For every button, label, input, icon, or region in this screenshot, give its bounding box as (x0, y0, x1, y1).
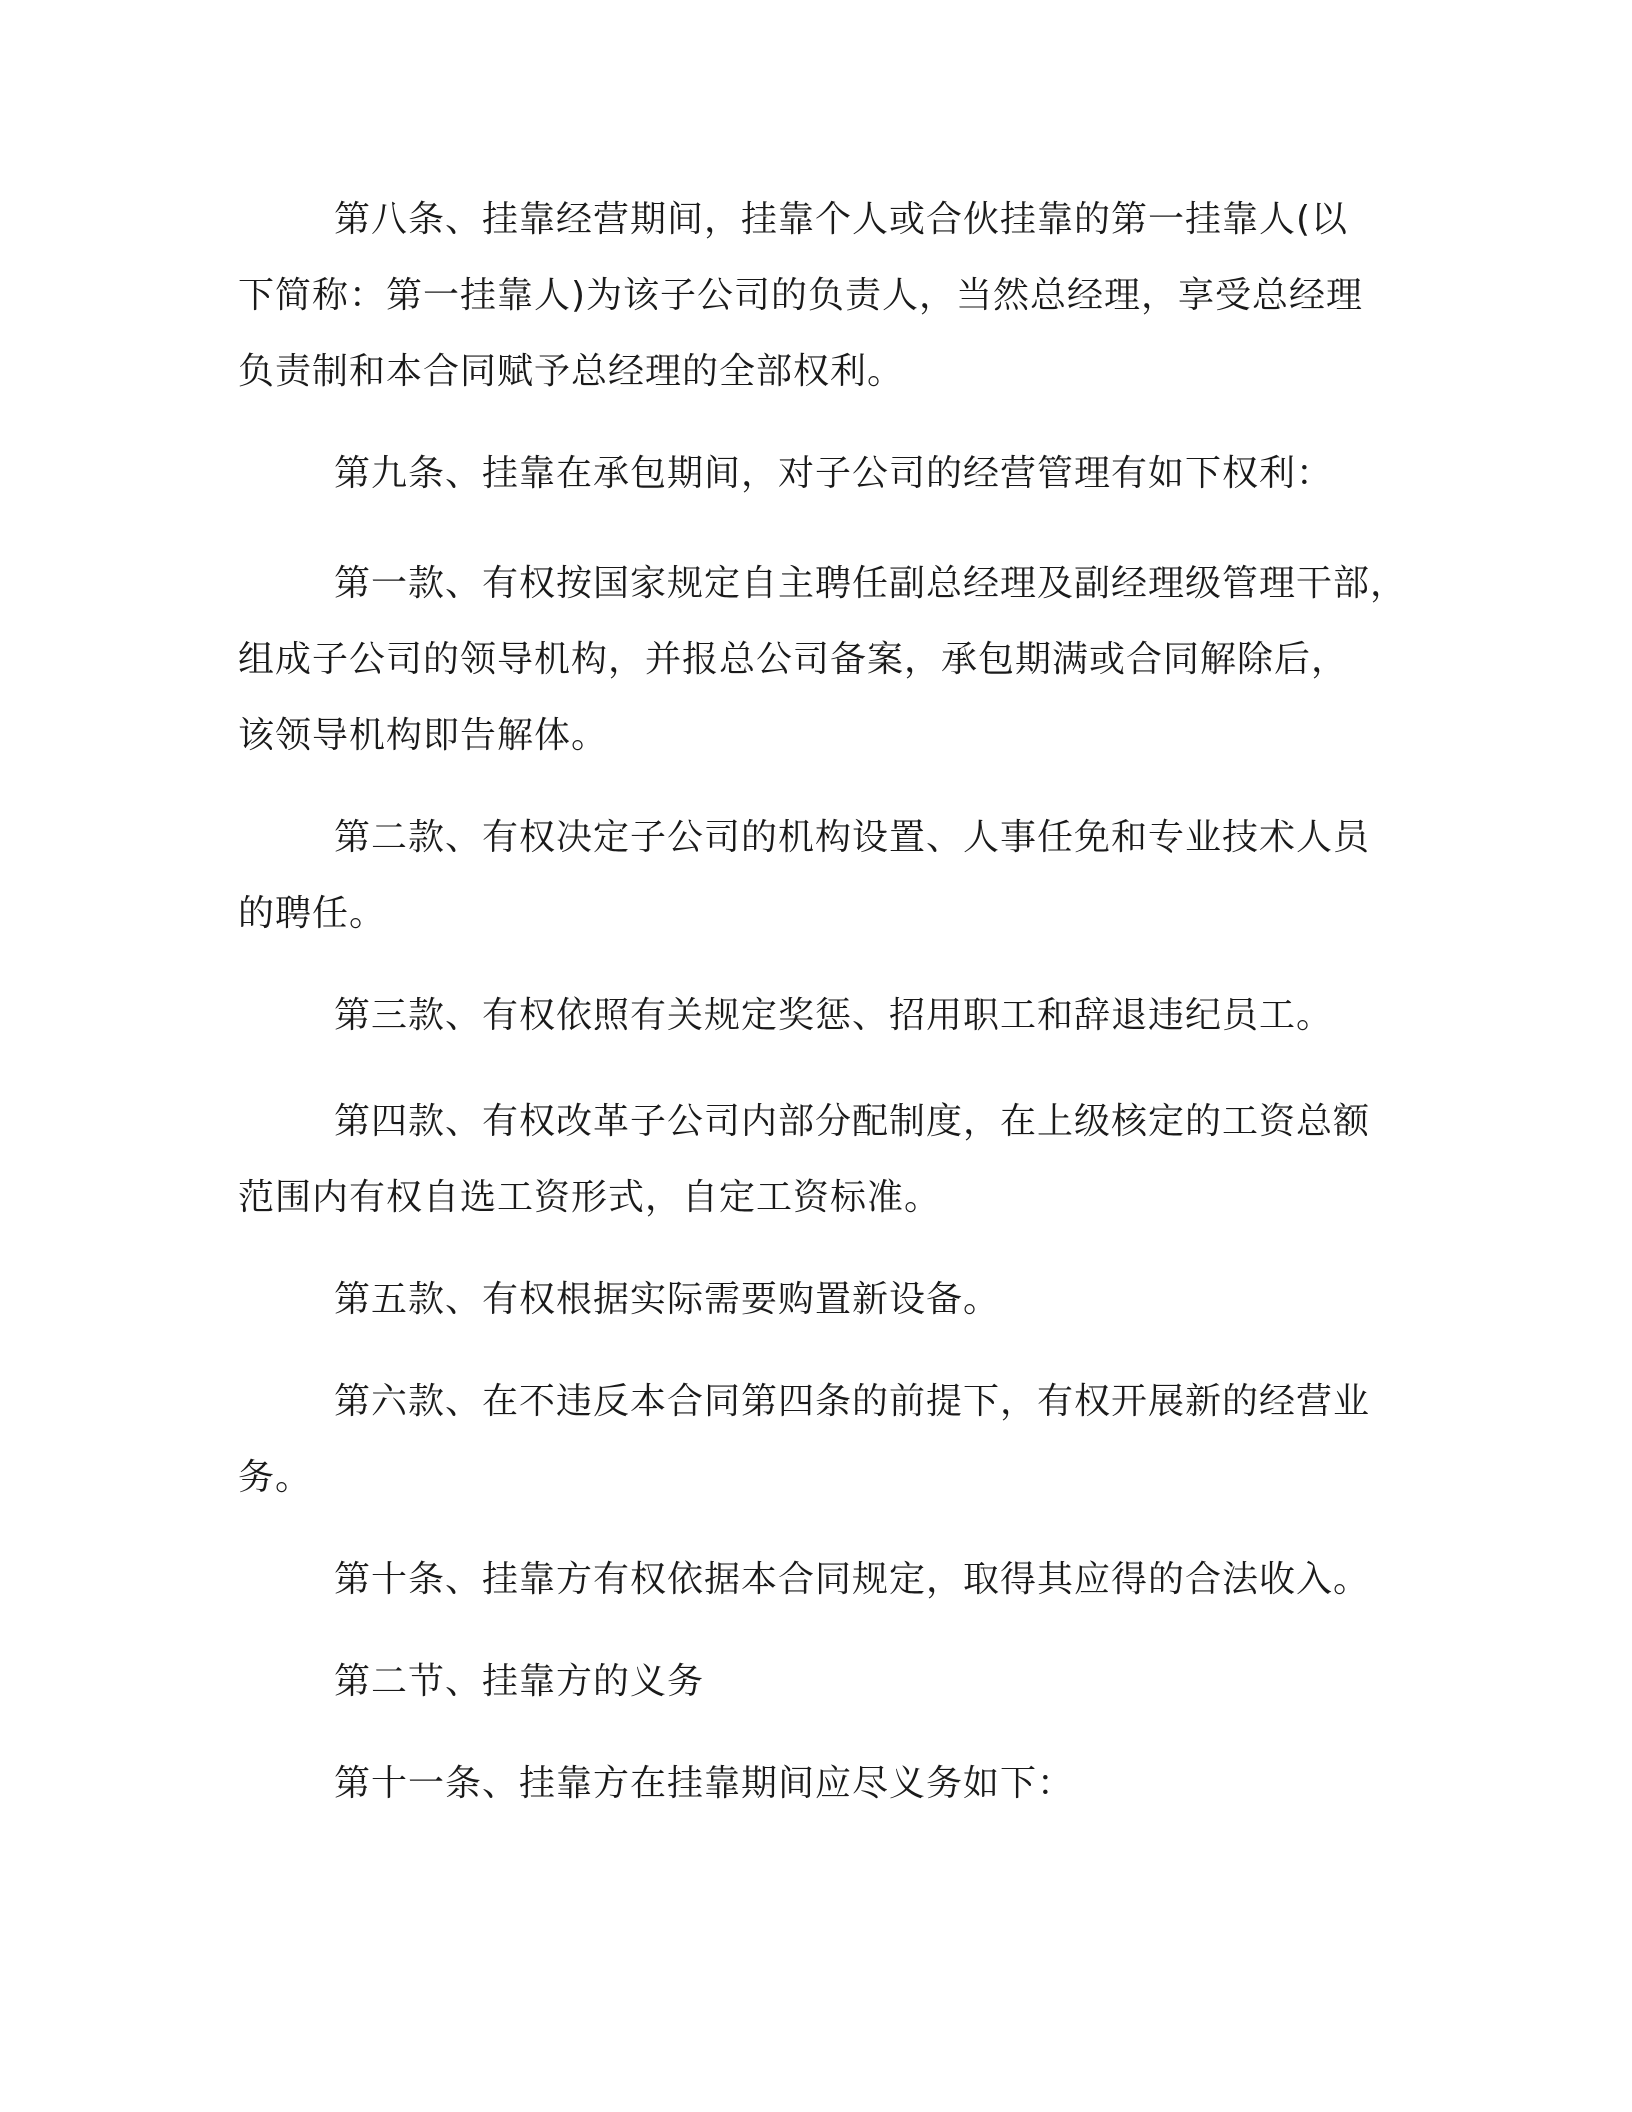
clause-1-paragraph: 第一款、有权按国家规定自主聘任副总经理及副经理级管理干部， 组成子公司的领导机构，并报总公司备案，承包期满或合同解除后， 该领导机构即告解体。 (238, 563, 1408, 756)
clause-5-paragraph: 第五款、有权根据实际需要购置新设备。 (334, 1279, 1001, 1320)
article-9-paragraph: 第九条、挂靠在承包期间，对子公司的经营管理有如下权利： (334, 453, 1334, 494)
clause-6-paragraph: 第六款、在不违反本合同第四条的前提下，有权开展新的经营业 务。 (238, 1381, 1371, 1498)
article-10-paragraph: 第十条、挂靠方有权依据本合同规定，取得其应得的合法收入。 (334, 1559, 1371, 1600)
clause-4-paragraph: 第四款、有权改革子公司内部分配制度，在上级核定的工资总额 范围内有权自选工资形式，自定工资标准。 (238, 1101, 1371, 1218)
clause-3-paragraph: 第三款、有权依照有关规定奖惩、招用职工和辞退违纪员工。 (334, 995, 1334, 1036)
section-2-heading: 第二节、挂靠方的义务 (334, 1661, 705, 1702)
clause-2-paragraph: 第二款、有权决定子公司的机构设置、人事任免和专业技术人员 的聘任。 (238, 817, 1371, 934)
article-11-paragraph: 第十一条、挂靠方在挂靠期间应尽义务如下： (334, 1763, 1075, 1804)
article-8-paragraph: 第八条、挂靠经营期间，挂靠个人或合伙挂靠的第一挂靠人(以 下简称：第一挂靠人)为该子公司的负责人，当然总经理，享受总经理 负责制和本合同赋予总经理的全部权利。 (238, 199, 1364, 392)
